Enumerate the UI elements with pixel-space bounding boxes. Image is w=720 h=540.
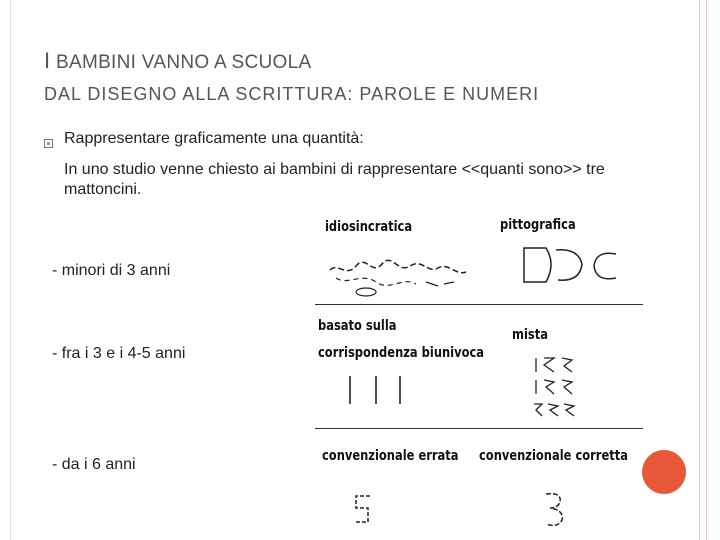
label-mista: mista: [512, 327, 548, 343]
idiosyncratic-scribble: [326, 252, 476, 300]
label-pittografica: pittografica: [500, 217, 576, 233]
slide-subtitle: DAL DISEGNO ALLA SCRITTURA: PAROLE E NUMERI: [44, 84, 540, 104]
label-basato-sulla: basato sulla: [318, 318, 397, 334]
age-label-3-to-5: - fra i 3 e i 4-5 anni: [52, 345, 186, 362]
age-label-under-3: - minori di 3 anni: [52, 262, 171, 279]
bullet-text: Rappresentare graficamente una quantità:: [64, 130, 364, 147]
body-paragraph: In uno studio venne chiesto ai bambini di rappresentare <<quanti sono>> tre mattoncini.: [64, 161, 605, 198]
pictographic-bricks-drawing: [516, 244, 626, 286]
title-rest: BAMBINI VANNO A SCUOLA: [50, 52, 312, 73]
wrong-numeral-drawing: [348, 490, 378, 530]
slide-title: [44, 48, 311, 74]
slide-accent-dot: [642, 450, 686, 494]
title-first-letter: I: [44, 48, 51, 73]
correct-numeral-3-drawing: [540, 488, 570, 530]
label-convenzionale-corretta: convenzionale corretta: [479, 448, 628, 464]
mixed-numerals-drawing: [530, 352, 582, 422]
age-label-6: - da i 6 anni: [52, 456, 136, 473]
divider-1: [315, 304, 643, 305]
divider-2: [315, 428, 643, 429]
bullet-square-icon: [44, 139, 53, 148]
label-idiosincratica: idiosincratica: [325, 219, 413, 235]
label-corrispondenza-biunivoca: corrispondenza biunivoca: [318, 345, 485, 361]
frame-line: [706, 0, 707, 540]
tally-marks-drawing: [340, 372, 420, 408]
label-convenzionale-errata: convenzionale errata: [322, 448, 459, 464]
